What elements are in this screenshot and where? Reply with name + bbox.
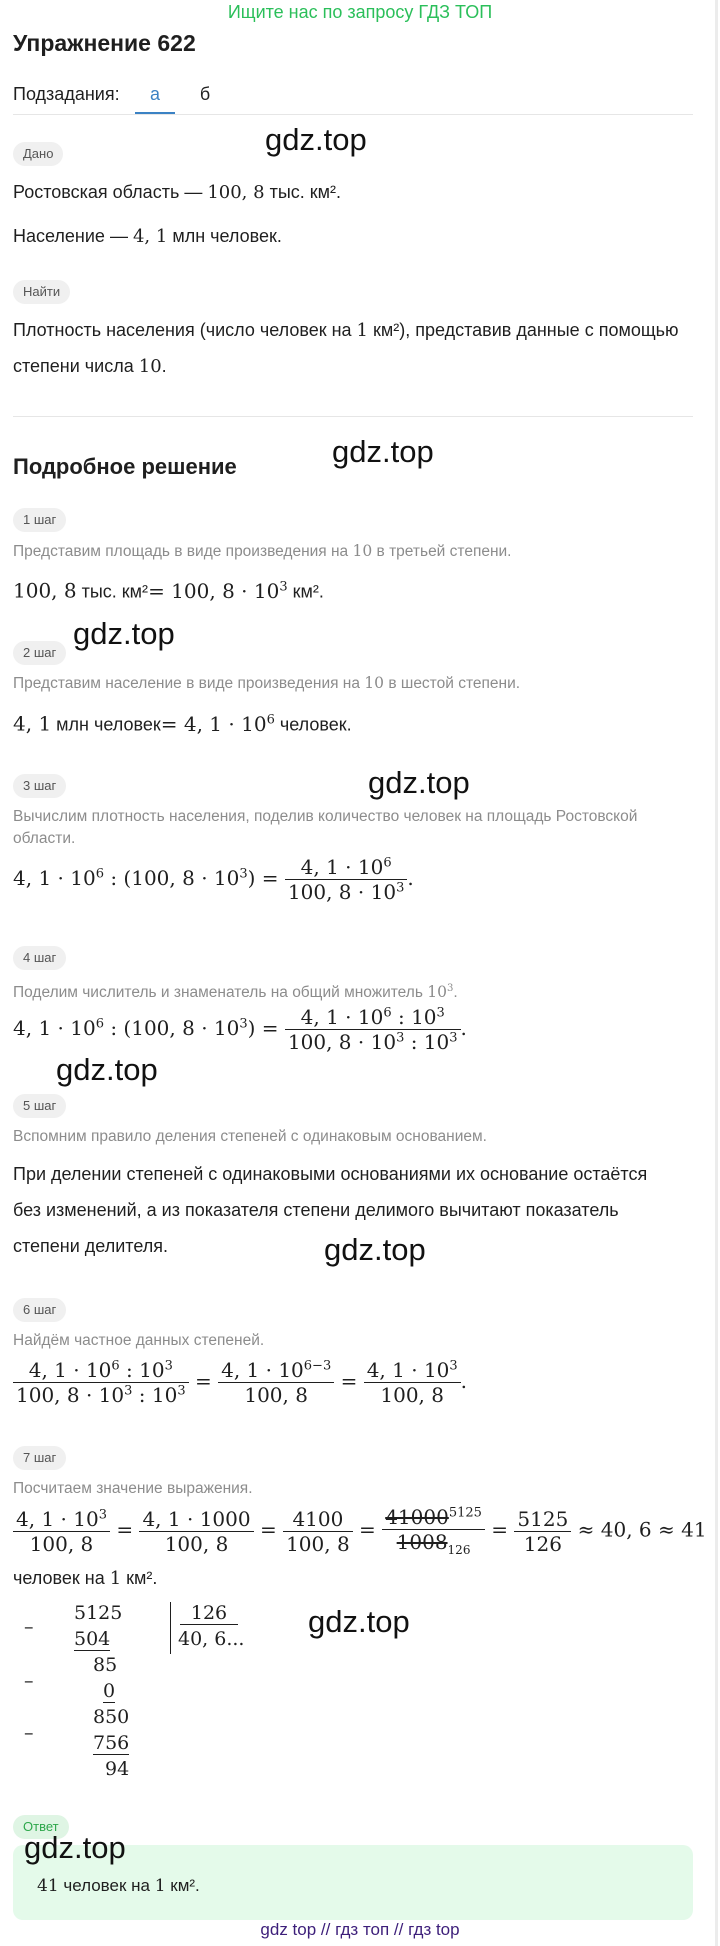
watermark: gdz.top — [265, 122, 367, 157]
watermark: gdz.top — [368, 765, 470, 800]
quotient: 40, 6... — [178, 1628, 245, 1650]
watermark: gdz.top — [24, 1830, 126, 1865]
step-6-desc: Найдём частное данных степеней. — [13, 1332, 265, 1349]
step-5-rule-line-2: без изменений, а из показателя степени делимого вычитают показатель — [13, 1200, 619, 1220]
step-2-formula: 4, 1 млн человек= 4, $1 \cdot 10^6$ человек. — [13, 711, 352, 736]
minus-sign: – — [24, 1670, 34, 1692]
long-division — [0, 1598, 300, 1788]
given-population-line: Население — 4, 1 млн человек. — [13, 226, 282, 247]
watermark: gdz.top — [308, 1604, 410, 1639]
step-2-chip: 2 шаг — [13, 641, 66, 665]
step-1-chip: 1 шаг — [13, 508, 66, 532]
step-6-chip: 6 шаг — [13, 1298, 66, 1322]
step-4-formula: 4, $1 \cdot 10^6$ : (100, $8 \cdot 10^3$) = $\frac{4, 1 \cdot 10^6 : 10^3}{100, 8 \cdot 10^3 : 10^3}$ . — [13, 1005, 467, 1054]
division-row: 85 — [93, 1654, 118, 1676]
watermark: gdz.top — [56, 1052, 158, 1087]
find-line-1: Плотность населения (число человек на 1 км²), представив данные с помощью — [13, 320, 679, 341]
minus-sign: – — [24, 1616, 34, 1638]
page-edge-divider — [715, 0, 718, 1946]
step-7-formula: $\frac{4, 1 \cdot 10^3}{100, 8}$ = $\frac{4, 1 \cdot 1000}{100, 8}$ = $\frac{4100}{100, 8}$ = $\frac{41000^{5125}}{1008_{126}}$ = $\frac{5125}{126}$ ≈ 40, 6 ≈ 41 — [13, 1505, 707, 1557]
division-row: 94 — [105, 1758, 130, 1780]
given-area-line: Ростовская область — 100, 8 тыс. км². — [13, 182, 342, 203]
watermark: gdz.top — [73, 616, 175, 651]
step-5-rule-line-1: При делении степеней с одинаковыми основаниями их основание остаётся — [13, 1164, 648, 1184]
step-3-chip: 3 шаг — [13, 774, 66, 798]
page-title: Упражнение 622 — [13, 30, 196, 56]
divider — [13, 114, 693, 115]
find-chip: Найти — [13, 280, 70, 304]
step-5-rule-line-3: степени делителя. — [13, 1236, 168, 1256]
step-7-desc: Посчитаем значение выражения. — [13, 1480, 253, 1497]
division-row: 850 — [93, 1706, 130, 1728]
find-line-2: степени числа 10. — [13, 356, 167, 377]
step-4-chip: 4 шаг — [13, 946, 66, 970]
step-6-formula: $\frac{4, 1 \cdot 10^6 : 10^3}{100, 8 \cdot 10^3 : 10^3}$ = $\frac{4, 1 \cdot 10^{6-3}}{100, 8}$ = $\frac{4, 1 \cdot 10^3}{100, 8}$ . — [13, 1358, 467, 1407]
division-row: 504 — [74, 1628, 111, 1650]
step-7-chip: 7 шаг — [13, 1446, 66, 1470]
given-chip: Дано — [13, 142, 63, 166]
step-5-desc: Вспомним правило деления степеней с одинаковым основанием. — [13, 1128, 487, 1145]
solution-heading: Подробное решение — [13, 454, 237, 479]
search-banner[interactable]: Ищите нас по запросу ГДЗ ТОП — [227, 2, 493, 22]
step-1-desc: Представим площадь в виде произведения на 10 в третьей степени. — [13, 542, 512, 560]
answer-chip: Ответ — [13, 1815, 69, 1839]
division-bar — [170, 1602, 171, 1654]
step-5-chip: 5 шаг — [13, 1094, 66, 1118]
footer-links[interactable]: gdz top // гдз топ // гдз top — [260, 1920, 460, 1939]
divider — [13, 416, 693, 417]
step-4-desc: Поделим числитель и знаменатель на общий множитель $10^3$. — [13, 983, 458, 1002]
division-row: 0 — [103, 1680, 116, 1702]
watermark: gdz.top — [324, 1232, 426, 1267]
step-3-formula: 4, $1 \cdot 10^6$ : (100, $8 \cdot 10^3$) = $\frac{4, 1 \cdot 10^6}{100, 8 \cdot 10^3}$ . — [13, 855, 414, 904]
tab-subtask-b[interactable]: б — [199, 84, 211, 104]
divisor: 126 — [180, 1602, 238, 1625]
tab-subtask-a[interactable]: а — [149, 84, 160, 104]
step-2-desc: Представим население в виде произведения на 10 в шестой степени. — [13, 674, 521, 692]
answer-text: 41 человек на 1 км². — [37, 1876, 200, 1896]
watermark: gdz.top — [332, 434, 434, 469]
division-row: 756 — [93, 1732, 130, 1754]
step-3-desc: Вычислим плотность населения, поделив количество человек на площадь Ростовской области. — [13, 808, 638, 847]
minus-sign: – — [24, 1722, 34, 1744]
dividend: 5125 — [74, 1602, 123, 1624]
step-7-tail: человек на 1 км². — [13, 1568, 158, 1589]
subtasks-label: Подзадания: — [13, 84, 120, 104]
step-1-formula: 100, 8 тыс. км²= 100, $8 \cdot 10^3$ км². — [13, 578, 324, 603]
